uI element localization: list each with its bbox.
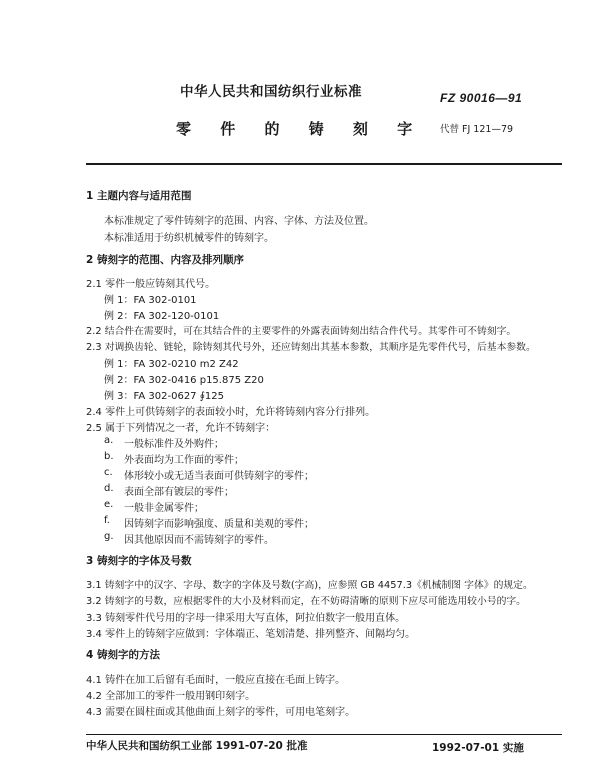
clause-2-3-example-2: 例 2：FA 302-0416 p15.875 Z20 — [104, 375, 264, 386]
clause-4-2: 4.2 全部加工的零件一般用钢印刻字。 — [86, 691, 256, 702]
list-item-key: g. — [104, 531, 114, 542]
clause-2-3: 2.3 对调换齿轮、链轮，除铸刻其代号外，还应铸刻出其基本参数，其顺序是先零件代号，后基本参数。 — [86, 342, 536, 353]
approval-line: 中华人民共和国纺织工业部 1991-07-20 批准 — [86, 740, 308, 752]
clause-2-4: 2.4 零件上可供铸刻字的表面较小时，允许将铸刻内容分行排列。 — [86, 407, 376, 418]
section-1-paragraph-2: 本标准适用于纺织机械零件的铸刻字。 — [104, 233, 274, 244]
section-3-heading: 3 铸刻字的字体及号数 — [86, 555, 192, 567]
replaces-note: 代替 FJ 121—79 — [440, 124, 514, 135]
standard-category-title: 中华人民共和国纺织行业标准 — [180, 84, 362, 100]
clause-2-1-example-1: 例 1：FA 302-0101 — [104, 295, 197, 306]
section-2-heading: 2 铸刻字的范围、内容及排列顺序 — [86, 254, 244, 266]
list-item: 因铸刻字而影响强度、质量和美观的零件； — [124, 519, 314, 530]
list-item-key: b. — [104, 451, 114, 462]
list-item-key: a. — [104, 435, 114, 446]
clause-2-3-example-3: 例 3：FA 302-0627 ∮125 — [104, 391, 225, 402]
clause-3-1: 3.1 铸刻字中的汉字、字母、数字的字体及号数(字高)，应参照 GB 4457.3《机械制图 字体》的规定。 — [86, 580, 533, 591]
section-1-heading: 1 主题内容与适用范围 — [86, 190, 192, 202]
list-item: 外表面均为工作面的零件； — [124, 455, 244, 466]
list-item-key: f. — [104, 515, 110, 526]
document-title: 零 件 的 铸 刻 字 — [176, 120, 425, 138]
list-item: 一般标准件及外购件； — [124, 439, 224, 450]
clause-4-3: 4.3 需要在圆柱面或其他曲面上刻字的零件，可用电笔刻字。 — [86, 707, 356, 718]
effective-date: 1992-07-01 实施 — [432, 742, 524, 754]
clause-3-3: 3.3 铸刻零件代号用的字母一律采用大写直体，阿拉伯数字一般用直体。 — [86, 613, 406, 624]
clause-2-3-example-1: 例 1：FA 302-0210 m2 Z42 — [104, 359, 239, 370]
list-item: 表面全部有镀层的零件； — [124, 487, 234, 498]
list-item: 因其他原因而不需铸刻字的零件。 — [124, 535, 274, 546]
header-divider — [86, 163, 562, 165]
list-item-key: c. — [104, 467, 113, 478]
list-item: 体形较小或无适当表面可供铸刻字的零件； — [124, 471, 314, 482]
list-item-key: e. — [104, 499, 114, 510]
clause-2-2: 2.2 结合件在需要时，可在其结合件的主要零件的外露表面铸刻出结合件代号。其零件可不铸刻字。 — [86, 326, 517, 337]
clause-3-2: 3.2 铸刻字的号数，应根据零件的大小及材料而定，在不妨碍清晰的原则下应尽可能选用较小号的字。 — [86, 596, 526, 607]
clause-4-1: 4.1 铸件在加工后留有毛面时，一般应直接在毛面上铸字。 — [86, 675, 346, 686]
footer-divider — [86, 734, 562, 735]
list-item: 一般非金属零件； — [124, 503, 204, 514]
list-item-key: d. — [104, 483, 114, 494]
clause-2-5: 2.5 属于下列情况之一者，允许不铸刻字： — [86, 423, 276, 434]
section-1-paragraph-1: 本标准规定了零件铸刻字的范围、内容、字体、方法及位置。 — [104, 216, 374, 227]
clause-2-1: 2.1 零件一般应铸刻其代号。 — [86, 279, 216, 290]
clause-3-4: 3.4 零件上的铸刻字应做到：字体端正、笔划清楚、排列整齐、间隔均匀。 — [86, 629, 416, 640]
section-4-heading: 4 铸刻字的方法 — [86, 649, 160, 661]
clause-2-1-example-2: 例 2：FA 302-120-0101 — [104, 311, 220, 322]
standard-code: FZ 90016—91 — [440, 91, 523, 105]
